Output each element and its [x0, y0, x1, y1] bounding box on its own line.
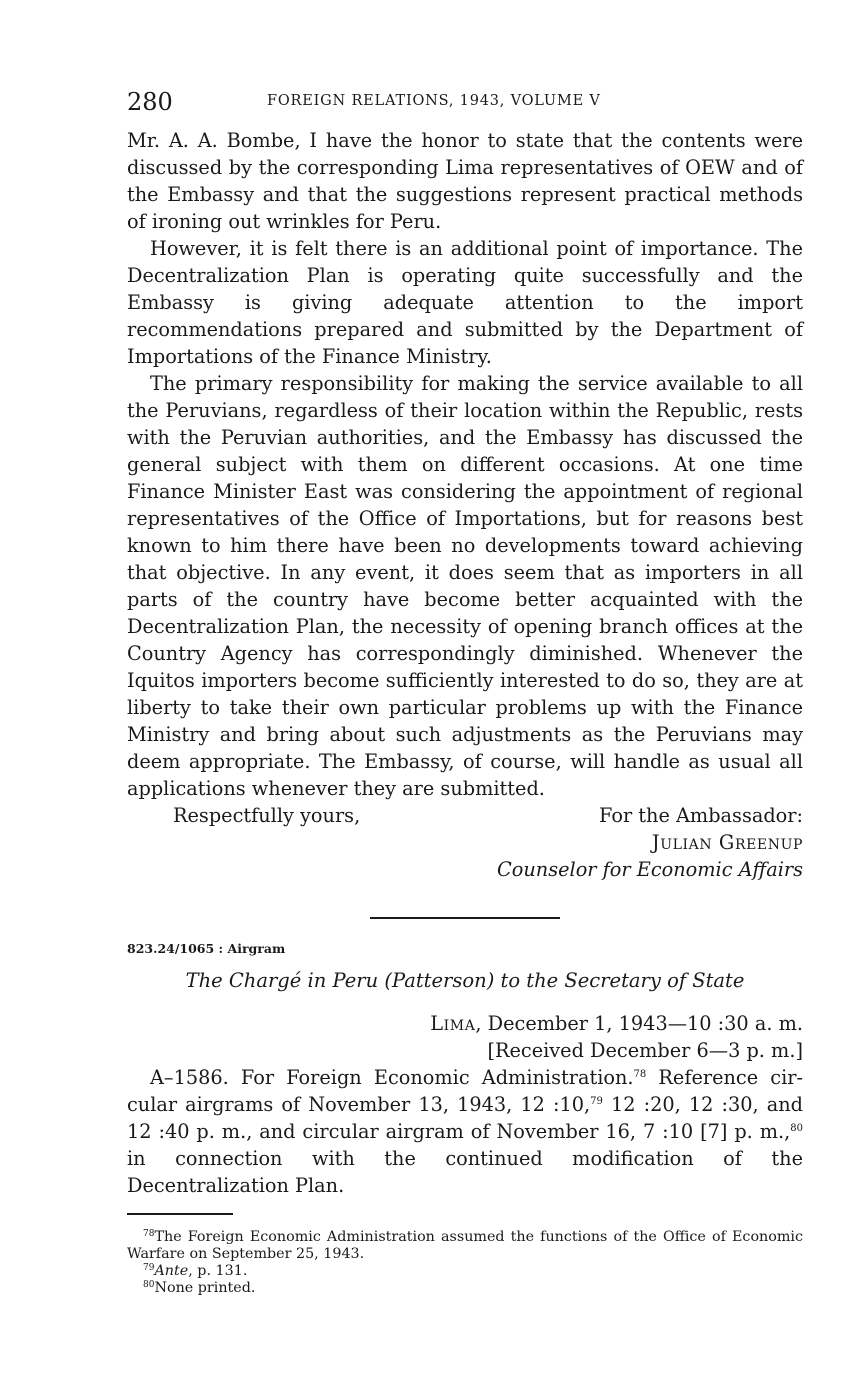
section-divider: [370, 917, 560, 919]
dateline-date: , December 1, 1943—10 :30 a. m.: [475, 1012, 803, 1035]
dateline: [127, 1010, 803, 1064]
footnote-rule: [127, 1213, 233, 1215]
signer-title: Counselor for Economic Affairs: [497, 858, 803, 881]
airgram-body: [127, 1064, 803, 1199]
footnote-mark: 78: [143, 1228, 155, 1239]
footnote-80: [127, 1280, 803, 1297]
received-line: [Received December 6—3 p. m.]: [487, 1039, 803, 1062]
footnote-ref-80[interactable]: 80: [790, 1123, 803, 1134]
page-number: 280: [127, 88, 173, 116]
footnote-ref-78[interactable]: 78: [633, 1069, 647, 1080]
document-page: [127, 88, 803, 1297]
footnote-text: , p. 131.: [188, 1262, 248, 1279]
footnote-mark: 79: [143, 1262, 155, 1273]
signature-block: [127, 829, 803, 883]
airgram-paragraph: [127, 1064, 803, 1199]
airgram-text-3: 12 :20, 12 :30, and 12 :40 p. m., and circular airgram of November 16, 7 :10 [7] p. m.,: [127, 1093, 803, 1143]
dateline-place: Lima: [430, 1012, 476, 1035]
running-head: FOREIGN RELATIONS, 1943, VOLUME V: [267, 93, 601, 109]
footnote-text: None printed.: [154, 1279, 256, 1296]
document-title: The Chargé in Peru (Patterson) to the Secretary of State: [185, 969, 745, 992]
page-header: [127, 88, 803, 118]
footnote-78: [127, 1229, 803, 1263]
footnotes: [127, 1229, 803, 1297]
footnote-text-italic: Ante: [154, 1262, 189, 1279]
footnote-79: [127, 1263, 803, 1280]
airgram-text-1: A–1586. For Foreign Economic Administration.: [150, 1066, 634, 1089]
airgram-text-4: in connection with the continued modification of the Decentralization Plan.: [127, 1147, 803, 1197]
letter-body: [127, 127, 803, 802]
file-reference: 823.24/1065 : Airgram: [127, 941, 286, 956]
letter-paragraph-2: However, it is felt there is an additional point of importance. The Decentralization Plan is operating quite successfully and the Embassy is giving adequate attention to the import recommendations prepared and submitted by the Department of Importations of the Finance Ministry.: [127, 237, 803, 368]
footnote-text: The Foreign Economic Administration assumed the functions of the Office of Economic Warfare on September 25, 1943.: [127, 1228, 803, 1262]
footnote-ref-79[interactable]: 79: [590, 1096, 603, 1107]
for-ambassador-line: For the Ambassador:: [599, 804, 803, 827]
letter-closing: [127, 802, 803, 829]
letter-paragraph-1: Mr. A. A. Bombe, I have the honor to state that the contents were discussed by the corresponding Lima representatives of OEW and of the Embassy and that the suggestions represent practical methods of ironing out wrinkles for Peru.: [127, 129, 803, 233]
closing-phrase: Respectfully yours,: [173, 804, 361, 827]
footnote-mark: 80: [143, 1279, 155, 1290]
airgram-text-2: Reference circular airgrams of November 13, 1943, 12 :10,: [127, 1066, 803, 1116]
letter-paragraph-3: The primary responsibility for making the service available to all the Peruvians, regardless of their location within the Republic, rests with the Peruvian authorities, and the Embassy has discussed the general subject with them on different occasions. At one time Finance Minister East was considering the appointment of regional representatives of the Office of Importations, but for reasons best known to him there have been no developments toward achieving that objective. In any event, it does seem that as importers in all parts of the country have become better acquainted with the Decentralization Plan, the necessity of opening branch offices at the Country Agency has correspondingly diminished. Whenever the Iquitos importers become sufficiently interested to do so, they are at liberty to take their own particular problems up with the Finance Ministry and bring about such adjustments as the Peruvians may deem appropriate. The Embassy, of course, will handle as usual all applications whenever they are submitted.: [127, 372, 803, 800]
signer-name: Julian Greenup: [651, 831, 803, 854]
